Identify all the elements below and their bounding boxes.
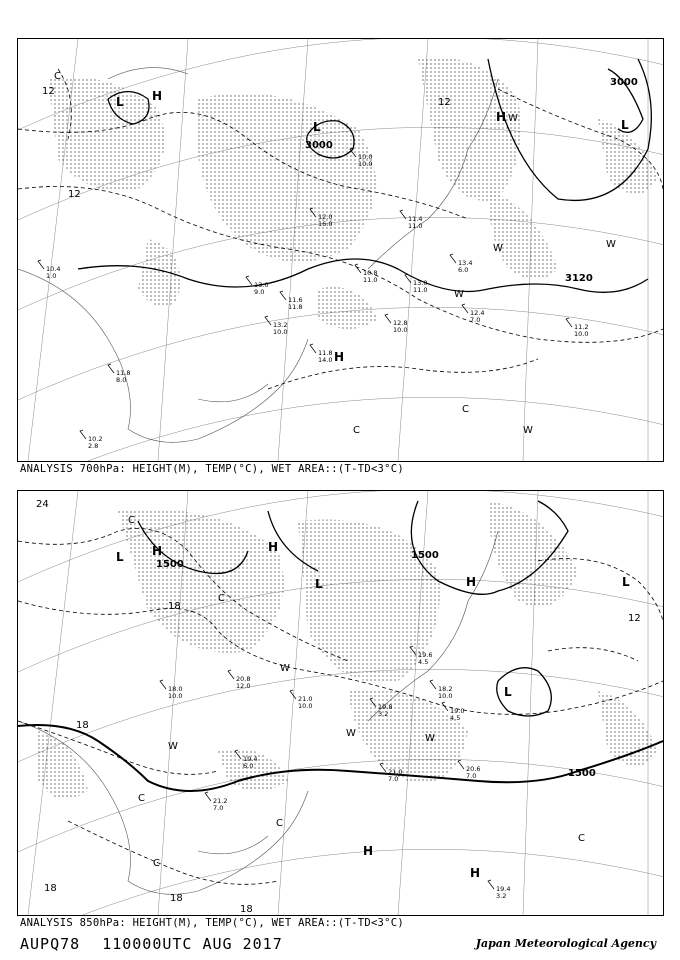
station-dewpoint-depression: 9.0 xyxy=(254,288,265,296)
station-temperature: 13.0 xyxy=(413,279,428,287)
station-temperature: 19.8 xyxy=(378,703,393,711)
warm-center: W xyxy=(523,425,533,436)
wind-barb xyxy=(430,680,436,689)
station-temperature: 20.6 xyxy=(466,765,481,773)
wind-barb xyxy=(280,291,286,300)
isotherm-label: 12 xyxy=(438,97,451,108)
high-center: H xyxy=(152,544,163,558)
contour-label: 3120 xyxy=(565,273,593,284)
warm-center: W xyxy=(606,239,616,250)
low-center: L xyxy=(313,120,321,134)
chart-id: AUPQ78 xyxy=(20,935,81,953)
high-center: H xyxy=(470,866,481,880)
station-dewpoint-depression: 11.0 xyxy=(413,286,428,294)
cold-center: C xyxy=(218,593,225,604)
station-temperature: 12.0 xyxy=(318,213,333,221)
wind-barb xyxy=(38,260,44,269)
station-dewpoint-depression: 12.0 xyxy=(236,682,251,690)
low-center: L xyxy=(315,577,323,591)
agency-credit: Japan Meteorological Agency xyxy=(475,937,656,950)
station-temperature: 13.4 xyxy=(458,259,473,267)
isotherm-label: 12 xyxy=(42,86,55,97)
cold-center: C xyxy=(462,404,469,415)
isotherm-label: 18 xyxy=(44,883,57,894)
low-center: L xyxy=(621,118,629,132)
station-temperature: 20.8 xyxy=(236,675,251,683)
wind-barb xyxy=(355,264,361,273)
map-700hpa xyxy=(18,39,663,461)
pressure-centers xyxy=(116,89,629,364)
contour-label: 1500 xyxy=(568,768,596,779)
wind-barb xyxy=(80,430,86,439)
wind-barb xyxy=(228,670,234,679)
station-dewpoint-depression: 8.0 xyxy=(116,376,127,384)
isotherm-label: 12 xyxy=(68,189,81,200)
station-dewpoint-depression: 10.0 xyxy=(298,702,313,710)
station-dewpoint-depression: 16.0 xyxy=(318,220,333,228)
station-dewpoint-depression: 7.0 xyxy=(213,804,224,812)
isotherm-label: 12 xyxy=(628,613,641,624)
wind-barb xyxy=(265,316,271,325)
wind-barb xyxy=(385,314,391,323)
station-temperature: 12.4 xyxy=(470,309,485,317)
station-temperature: 19.4 xyxy=(243,755,258,763)
wet-area-shading xyxy=(48,57,658,329)
station-temperature: 21.0 xyxy=(298,695,313,703)
station-dewpoint-depression: 11.8 xyxy=(288,303,303,311)
station-dewpoint-depression: 10.0 xyxy=(574,330,589,338)
station-temperature: 11.4 xyxy=(408,215,423,223)
station-temperature: 10.4 xyxy=(46,265,61,273)
wind-barb xyxy=(310,344,316,353)
chart-identifier xyxy=(20,935,305,953)
station-dewpoint-depression: 2.8 xyxy=(88,442,99,450)
station-dewpoint-depression: 10.0 xyxy=(273,328,288,336)
station-dewpoint-depression: 3.2 xyxy=(378,710,389,718)
station-dewpoint-depression: 3.2 xyxy=(496,892,507,900)
station-dewpoint-depression: 1.0 xyxy=(46,272,57,280)
map-panel-850hpa xyxy=(17,490,664,916)
low-center: L xyxy=(116,550,124,564)
high-center: H xyxy=(152,89,163,103)
wind-barb xyxy=(246,276,252,285)
contour-label: 3000 xyxy=(305,140,333,151)
station-temperature: 13.0 xyxy=(254,281,269,289)
low-center: L xyxy=(504,685,512,699)
station-temperature: 21.0 xyxy=(388,768,403,776)
station-temperature: 19.6 xyxy=(418,651,433,659)
station-dewpoint-depression: 7.0 xyxy=(388,775,399,783)
cold-center: C xyxy=(578,833,585,844)
caption-700hpa: ANALYSIS 700hPa: HEIGHT(M), TEMP(°C), WET AREA::(T-TD<3°C) xyxy=(20,463,405,475)
wind-barb xyxy=(160,680,166,689)
isotherm-label: 18 xyxy=(240,904,253,915)
high-center: H xyxy=(334,350,345,364)
station-dewpoint-depression: 14.0 xyxy=(318,356,333,364)
wet-area-shading xyxy=(38,501,658,799)
station-temperature: 10.0 xyxy=(358,153,373,161)
station-dewpoint-depression: 6.0 xyxy=(458,266,469,274)
contour-label: 1500 xyxy=(156,559,184,570)
station-dewpoint-depression: 7.0 xyxy=(466,772,477,780)
station-dewpoint-depression: 10.0 xyxy=(438,692,453,700)
warm-center: W xyxy=(425,733,435,744)
station-dewpoint-depression: 4.5 xyxy=(418,658,429,666)
cold-center: C xyxy=(54,71,61,82)
valid-time: 110000UTC AUG 2017 xyxy=(102,935,283,953)
station-temperature: 11.2 xyxy=(574,323,589,331)
isotherm-label: 18 xyxy=(170,893,183,904)
station-dewpoint-depression: 7.0 xyxy=(470,316,481,324)
station-dewpoint-depression: 4.5 xyxy=(450,714,461,722)
station-temperature: 13.2 xyxy=(273,321,288,329)
wind-barb xyxy=(488,880,494,889)
station-temperature: 18.2 xyxy=(438,685,453,693)
warm-center: W xyxy=(346,728,356,739)
station-dewpoint-depression: 10.0 xyxy=(168,692,183,700)
station-dewpoint-depression: 11.0 xyxy=(408,222,423,230)
caption-850hpa: ANALYSIS 850hPa: HEIGHT(M), TEMP(°C), WET AREA::(T-TD<3°C) xyxy=(20,917,405,929)
cold-center: C xyxy=(276,818,283,829)
low-center: L xyxy=(116,95,124,109)
station-dewpoint-depression: 10.0 xyxy=(393,326,408,334)
isotherm-label: 18 xyxy=(168,601,181,612)
wind-barb xyxy=(290,690,296,699)
cold-center: C xyxy=(353,425,360,436)
high-center: H xyxy=(466,575,477,589)
cold-center: C xyxy=(153,858,160,869)
wind-barb xyxy=(442,702,448,711)
warm-center: W xyxy=(280,663,290,674)
station-temperature: 11.8 xyxy=(318,349,333,357)
wind-barb xyxy=(458,760,464,769)
isotherm-label: 18 xyxy=(76,720,89,731)
wind-barb xyxy=(566,318,572,327)
high-center: H xyxy=(268,540,279,554)
high-center: H xyxy=(496,110,507,124)
warm-center: W xyxy=(168,741,178,752)
station-temperature: 18.0 xyxy=(168,685,183,693)
cold-center: C xyxy=(138,793,145,804)
station-dewpoint-depression: 6.0 xyxy=(243,762,254,770)
warm-center: W xyxy=(508,113,518,124)
cold-center: C xyxy=(128,515,135,526)
station-temperature: 19.0 xyxy=(450,707,465,715)
isotherm-label: 24 xyxy=(36,499,49,510)
station-dewpoint-depression: 10.0 xyxy=(358,160,373,168)
station-temperature: 10.8 xyxy=(363,269,378,277)
wind-barb xyxy=(108,364,114,373)
wind-barb xyxy=(462,304,468,313)
low-center: L xyxy=(622,575,630,589)
contour-label: 3000 xyxy=(610,77,638,88)
station-temperature: 11.8 xyxy=(116,369,131,377)
station-temperature: 12.8 xyxy=(393,319,408,327)
warm-center: W xyxy=(493,243,503,254)
map-850hpa xyxy=(18,491,663,915)
station-temperature: 10.2 xyxy=(88,435,103,443)
station-dewpoint-depression: 11.0 xyxy=(363,276,378,284)
wind-barb xyxy=(205,792,211,801)
contour-label: 1500 xyxy=(411,550,439,561)
high-center: H xyxy=(363,844,374,858)
warm-center: W xyxy=(454,289,464,300)
station-temperature: 11.6 xyxy=(288,296,303,304)
wind-barb xyxy=(450,254,456,263)
station-temperature: 21.2 xyxy=(213,797,228,805)
station-temperature: 19.4 xyxy=(496,885,511,893)
station-plots xyxy=(168,651,510,900)
map-panel-700hpa xyxy=(17,38,664,462)
